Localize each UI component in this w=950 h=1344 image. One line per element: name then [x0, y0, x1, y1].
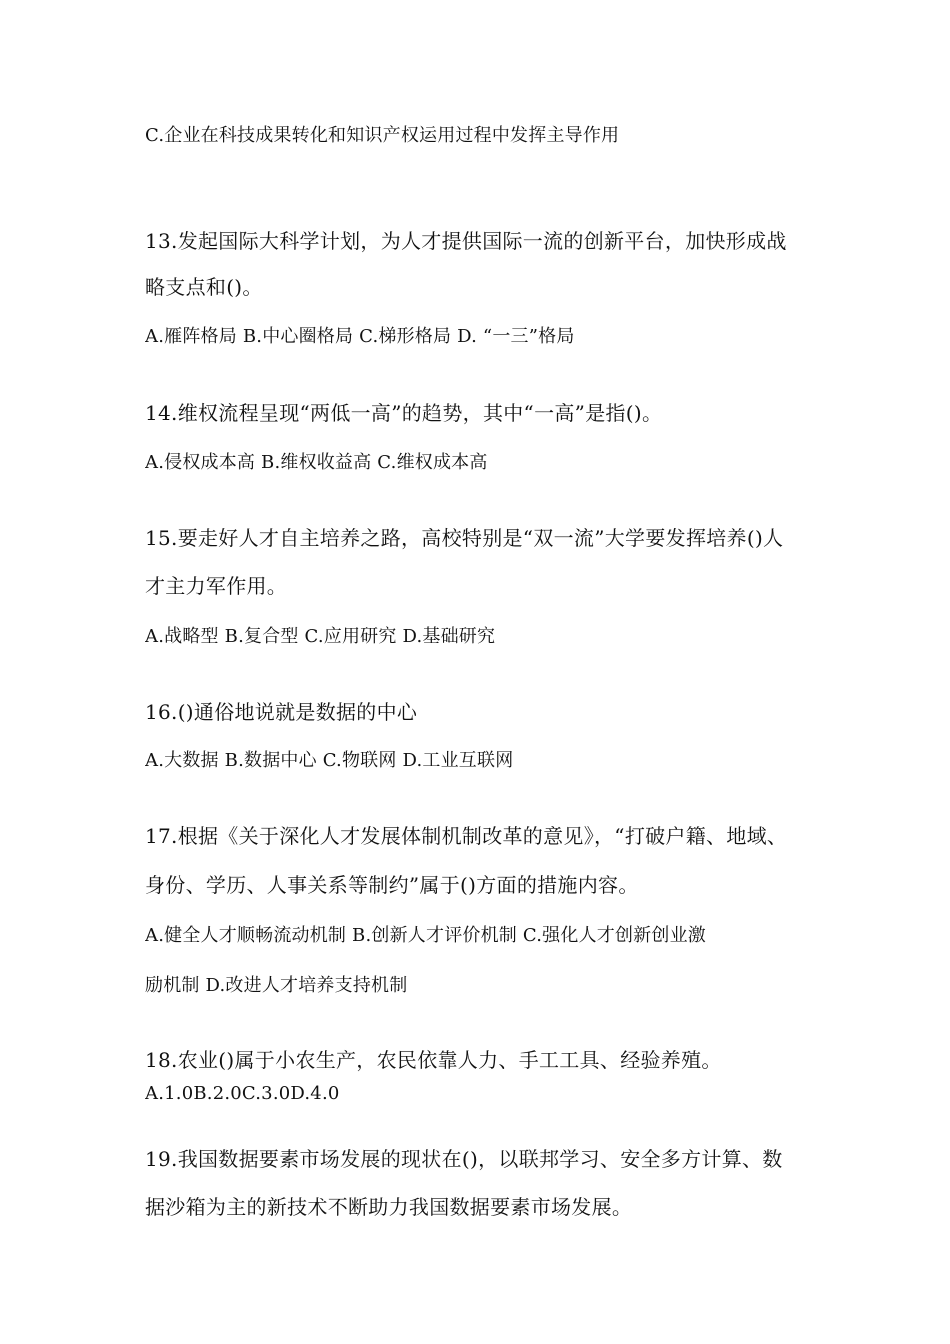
- options-17-line-2: 励机制 D.改进人才培养支持机制: [145, 975, 408, 996]
- question-17-line-2: 身份、学历、人事关系等制约”属于()方面的措施内容。: [145, 873, 639, 897]
- question-18: 18.农业()属于小农生产，农民依靠人力、手工工具、经验养殖。: [145, 1048, 722, 1072]
- options-13: A.雁阵格局 B.中心圈格局 C.梯形格局 D. “一三”格局: [145, 326, 575, 347]
- question-15-line-1: 15.要走好人才自主培养之路，高校特别是“双一流”大学要发挥培养()人: [145, 526, 784, 550]
- question-16: 16.()通俗地说就是数据的中心: [145, 700, 418, 724]
- question-13-line-1: 13.发起国际大科学计划，为人才提供国际一流的创新平台，加快形成战: [145, 229, 787, 253]
- question-19-line-2: 据沙箱为主的新技术不断助力我国数据要素市场发展。: [145, 1195, 633, 1219]
- options-15: A.战略型 B.复合型 C.应用研究 D.基础研究: [145, 626, 496, 647]
- options-16: A.大数据 B.数据中心 C.物联网 D.工业互联网: [145, 750, 514, 771]
- option-line-12c: C.企业在科技成果转化和知识产权运用过程中发挥主导作用: [145, 125, 620, 146]
- question-14: 14.维权流程呈现“两低一高”的趋势，其中“一高”是指()。: [145, 401, 663, 425]
- question-15-line-2: 才主力军作用。: [145, 574, 288, 598]
- options-18: A.1.0B.2.0C.3.0D.4.0: [145, 1083, 340, 1104]
- question-19-line-1: 19.我国数据要素市场发展的现状在()，以联邦学习、安全多方计算、数: [145, 1147, 783, 1171]
- question-13-line-2: 略支点和()。: [145, 275, 263, 299]
- options-17-line-1: A.健全人才顺畅流动机制 B.创新人才评价机制 C.强化人才创新创业激: [145, 925, 706, 946]
- question-17-line-1: 17.根据《关于深化人才发展体制机制改革的意见》，“打破户籍、地域、: [145, 824, 788, 848]
- options-14: A.侵权成本高 B.维权收益高 C.维权成本高: [145, 452, 488, 473]
